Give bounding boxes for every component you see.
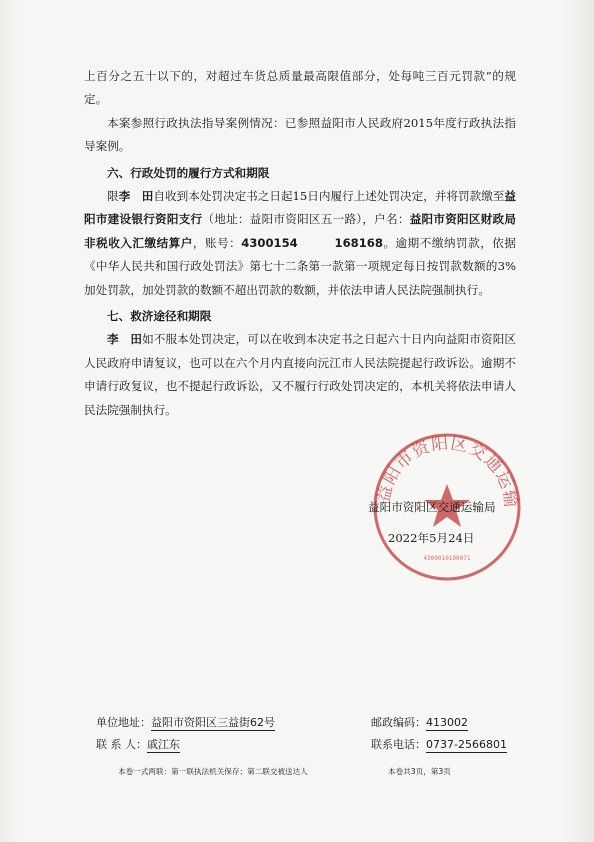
issuer-name: 益阳市资阳区交通运输局 <box>368 500 496 514</box>
text-limit: 限 <box>107 189 119 204</box>
document-body <box>84 65 516 422</box>
address-value: 益阳市资阳区三益街62号 <box>151 716 275 729</box>
text-execution-a: 自收到本处罚决定书之日起15日内履行上述处罚决定，并将罚款缴至 <box>153 189 505 204</box>
text-remedy: 如不服本处罚决定，可以在收到本决定书之日起六十日内向益阳市资阳区人民政府申请复议，也可以在六个月内直接向沅江市人民法院提起行政诉讼。逾期不申请行政复议，也不提起行政诉讼，又不履行行政处罚决定的，本机关将依法申请人民法院强制执行。 <box>84 332 516 417</box>
section-heading-remedy: 七、救济途径和期限 <box>107 309 212 324</box>
footer-address <box>96 714 275 730</box>
seal-text: 益阳市资阳区交通运输 <box>373 433 521 510</box>
seal-number: 4309010190071 <box>423 555 471 562</box>
postcode-value: 413002 <box>426 716 468 729</box>
footer-phone <box>371 736 507 752</box>
party-name: 李 田 <box>118 189 154 204</box>
account-name: 益阳市资阳区财政局非税收入汇缴结算户 <box>84 212 516 250</box>
paragraph-penalty-rule: 上百分之五十以下的，对超过车货总质量最高限值部分，处每吨三百元罚款”的规定。 <box>84 69 516 107</box>
address-label: 单位地址： <box>96 716 151 729</box>
phone-value: 0737-2566801 <box>426 738 507 751</box>
footer-contact <box>96 736 180 752</box>
postcode-label: 邮政编码： <box>371 716 426 729</box>
account-number: 4300154 168168 <box>241 235 383 250</box>
party-name-remedy: 李 田 <box>107 332 143 347</box>
phone-label: 联系电话： <box>371 738 426 751</box>
section-heading-execution: 六、行政处罚的履行方式和期限 <box>107 165 270 180</box>
text-execution-e: 。逾期不缴纳罚款，依据《中华人民共和国行政处罚法》第七十二条第一款第一项规定每日按罚款数额的3%加处罚款，加处罚款的数额不超出罚款的数额，并依法申请人民法院强制执行。 <box>84 235 516 297</box>
text-execution-c: （地址：益阳市资阳区五一路），户名： <box>202 212 410 227</box>
paragraph-remedy <box>84 328 516 422</box>
footer-postcode <box>371 714 468 730</box>
paragraph-execution <box>84 185 516 302</box>
bank-name: 益阳市建设银行资阳支行 <box>84 189 516 227</box>
contact-value: 戚江东 <box>147 738 180 751</box>
copies-note: 本卷一式两联：第一联执法机关保存；第二联交被送达人 <box>118 767 308 776</box>
issue-date: 2022年5月24日 <box>388 531 475 545</box>
paragraph-guidance-case: 本案参照行政执法指导案例情况：已参照益阳市人民政府2015年度行政执法指导案例。 <box>84 115 516 154</box>
text-execution-d: ，账号： <box>192 235 242 250</box>
contact-label: 联 系 人： <box>96 738 147 751</box>
page-count: 本卷共3页，第3页 <box>388 767 451 776</box>
